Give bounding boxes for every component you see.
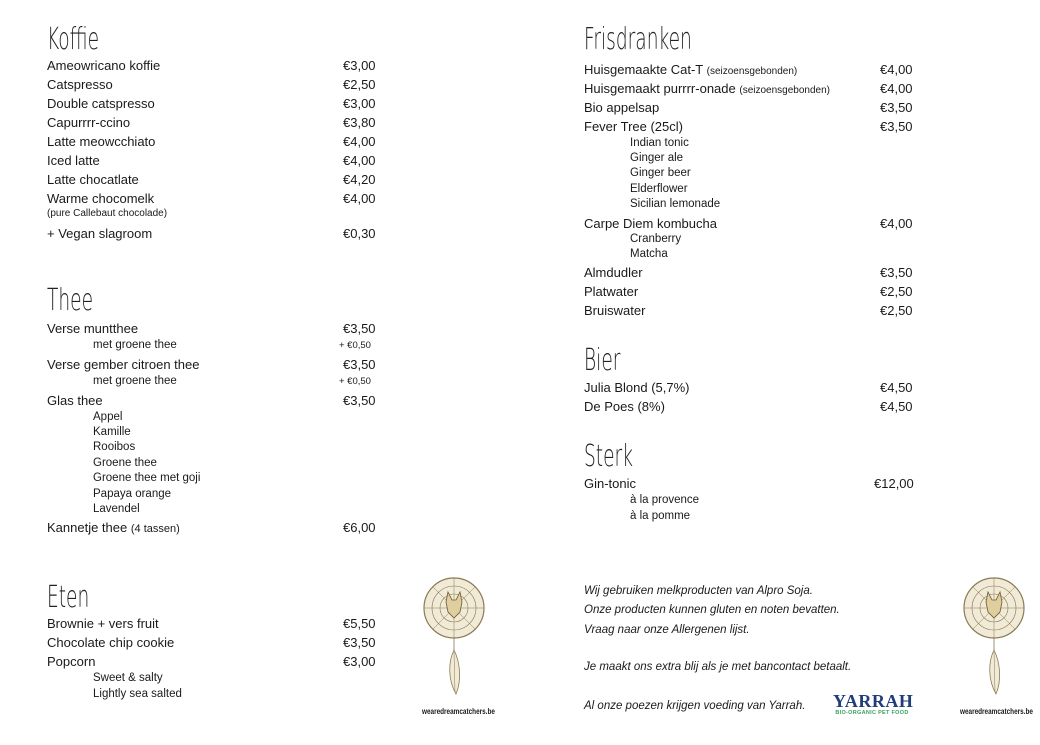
info-note: Je maakt ons extra blij als je met bancontact betaalt. [584, 661, 852, 673]
sub-price: + €0,50 [339, 340, 371, 351]
section-title-frisdranken: Frisdranken [584, 22, 692, 57]
menu-option: Ginger beer [630, 167, 691, 179]
menu-option: Kamille [93, 426, 131, 438]
dreamcatcher-icon [418, 572, 490, 707]
menu-option: Matcha [630, 248, 668, 260]
menu-option: Sweet & salty [93, 672, 163, 684]
menu-sub-item: met groene thee [93, 375, 177, 387]
menu-option: Lightly sea salted [93, 688, 182, 700]
menu-option: Cranberry [630, 233, 682, 245]
info-note: Vraag naar onze Allergenen lijst. [584, 624, 750, 636]
sub-price: + €0,50 [339, 376, 371, 387]
menu-option: Sicilian lemonade [630, 198, 721, 210]
dreamcatcher-icon [958, 572, 1030, 707]
menu-option: Papaya orange [93, 488, 172, 500]
section-title-eten: Eten [47, 580, 90, 615]
section-title-thee: Thee [47, 283, 94, 318]
menu-option: Lavendel [93, 503, 140, 515]
menu-option: Elderflower [630, 183, 688, 195]
yarrah-logo: YARRAH BIO-ORGANIC PET FOOD [833, 691, 914, 716]
menu-option: à la provence [630, 494, 700, 506]
dreamcatcher-logo-left [418, 572, 490, 707]
info-note: Al onze poezen krijgen voeding van Yarrah. [584, 700, 806, 712]
logo-caption: wearedreamcatchers.be [960, 707, 1033, 716]
info-note: Wij gebruiken melkproducten van Alpro Soja. [584, 585, 813, 597]
menu-option: Groene thee met goji [93, 472, 201, 484]
dreamcatcher-logo-right [958, 572, 1030, 707]
logo-caption: wearedreamcatchers.be [422, 707, 495, 716]
menu-option: Ginger ale [630, 152, 684, 164]
section-title-sterk: Sterk [584, 439, 633, 474]
menu-option: à la pomme [630, 510, 691, 522]
menu-option: Groene thee [93, 457, 157, 469]
menu-option: Indian tonic [630, 137, 689, 149]
info-note: Onze producten kunnen gluten en noten bevatten. [584, 604, 840, 616]
section-title-bier: Bier [584, 343, 621, 378]
section-title-koffie: Koffie [47, 22, 100, 57]
menu-option: Appel [93, 411, 123, 423]
menu-option: Rooibos [93, 441, 136, 453]
menu-sub-item: met groene thee [93, 339, 177, 351]
